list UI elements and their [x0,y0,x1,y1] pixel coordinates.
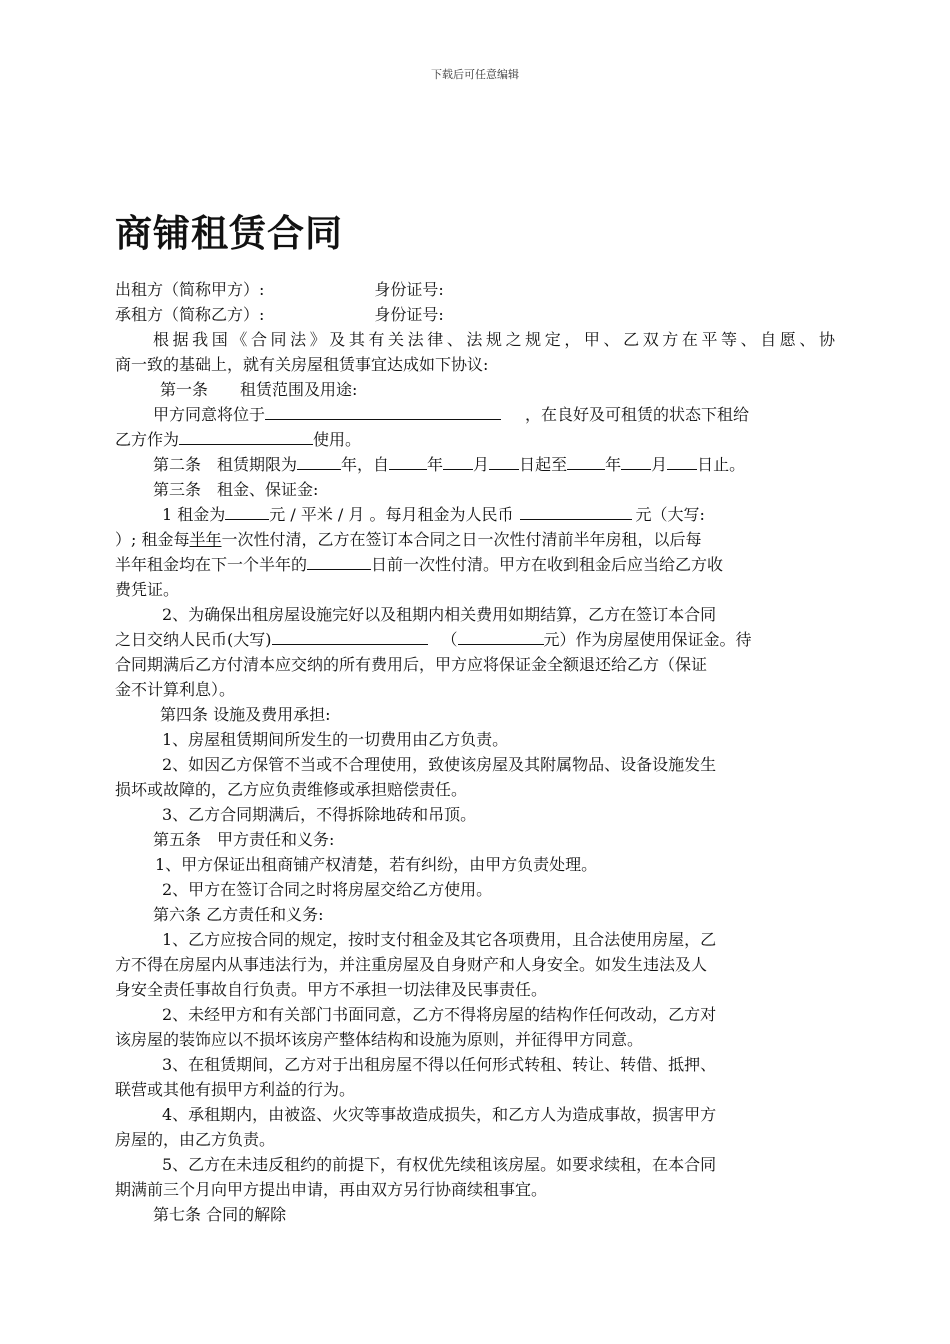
lessor-label: 出租方（简称甲方）: [115,280,265,299]
article-1-line-2: 乙方作为 使用。 [115,427,835,452]
location-blank [265,402,501,420]
article-6-item-2-line-1: 2、未经甲方和有关部门书面同意，乙方不得将房屋的结构作任何改动，乙方对 [162,1005,717,1024]
intro-line-2: 商一致的基础上，就有关房屋租赁事宜达成如下协议: [115,355,489,374]
lessee-line [115,302,835,327]
article-6-item-4-line-1: 4、承租期内，由被盗、火灾等事故造成损失，和乙方人为造成事故，损害甲方 [162,1105,717,1124]
article-4-item-2-line-1: 2、如因乙方保管不当或不合理使用，致使该房屋及其附属物品、设备设施发生 [162,755,717,774]
article-2: 第二条 租赁期限为 年，自 年 月 日起至 年 月 日止。 [115,452,835,477]
article-3-p2-line-4: 金不计算利息）。 [115,680,236,699]
lessor-line [115,277,835,302]
document-title: 商铺租赁合同 [115,212,343,255]
article-6-item-1-line-2: 方不得在房屋内从事违法行为，并注重房屋及自身财产和人身安全。如发生违法及人 [115,955,708,974]
article-3-p1-line-2: ）; 租金每半年一次性付清，乙方在签订本合同之日一次性付清前半年房租，以后每 [115,530,702,549]
article-5-heading: 第五条 甲方责任和义务: [153,830,335,849]
article-6-item-3-line-1: 3、在租赁期间，乙方对于出租房屋不得以任何形式转租、转让、转借、抵押、 [162,1055,717,1074]
article-3-heading: 第三条 租金、保证金: [153,480,319,499]
article-5-item-1: 1、甲方保证出租商铺产权清楚，若有纠纷，由甲方负责处理。 [155,855,598,874]
article-6-item-1-line-1: 1、乙方应按合同的规定，按时支付租金及其它各项费用，且合法使用房屋，乙 [162,930,717,949]
article-4-heading: 第四条 设施及费用承担: [160,705,331,724]
article-3-p1-line-4: 费凭证。 [115,580,180,599]
use-blank [179,427,313,445]
article-6-item-1-line-3: 身安全责任事故自行负责。甲方不承担一切法律及民事责任。 [115,980,548,999]
article-3-p2-line-2: 之日交纳人民币(大写) （ 元）作为房屋使用保证金。待 [115,627,835,652]
intro-line-1: 根据我国《合同法》及其有关法律、法规之规定，甲、乙双方在平等、自愿、协 [153,330,835,349]
article-4-item-1: 1、房屋租赁期间所发生的一切费用由乙方负责。 [162,730,509,749]
article-3-p2-line-3: 合同期满后乙方付清本应交纳的所有费用后，甲方应将保证金全额退还给乙方（保证 [115,655,708,674]
lessee-label: 承租方（简称乙方）: [115,305,265,324]
article-1-heading: 第一条 租赁范围及用途: [160,380,358,399]
article-6-item-4-line-2: 房屋的，由乙方负责。 [115,1130,276,1149]
article-6-item-5-line-1: 5、乙方在未违反租约的前提下，有权优先续租该房屋。如要求续租，在本合同 [162,1155,717,1174]
article-4-item-2-line-2: 损坏或故障的，乙方应负责维修或承担赔偿责任。 [115,780,468,799]
article-6-item-3-line-2: 联营或其他有损甲方利益的行为。 [115,1080,356,1099]
article-5-item-2: 2、甲方在签订合同之时将房屋交给乙方使用。 [162,880,493,899]
article-1-line-1: 甲方同意将位于 ，在良好及可租赁的状态下租给 [115,402,835,427]
article-3-p2-line-1: 2、为确保出租房屋设施完好以及租期内相关费用如期结算，乙方在签订本合同 [162,605,717,624]
article-7-heading: 第七条 合同的解除 [153,1205,287,1224]
article-6-item-2-line-2: 该房屋的装饰应以不损坏该房产整体结构和设施为原则，并征得甲方同意。 [115,1030,644,1049]
contract-body [115,277,835,1227]
article-6-heading: 第六条 乙方责任和义务: [153,905,324,924]
article-3-p1-line-1: 1 租金为 元 / 平米 / 月 。每月租金为人民币 元（大写: [115,502,835,527]
article-3-p1-line-3: 半年租金均在下一个半年的 日前一次性付清。甲方在收到租金后应当给乙方收 [115,552,835,577]
lessor-id-label: 身份证号: [374,280,444,299]
lessee-id-label: 身份证号: [374,305,444,324]
article-4-item-3: 3、乙方合同期满后，不得拆除地砖和吊顶。 [162,805,477,824]
header-note: 下载后可任意编辑 [431,68,519,81]
article-6-item-5-line-2: 期满前三个月向甲方提出申请，再由双方另行协商续租事宜。 [115,1180,548,1199]
